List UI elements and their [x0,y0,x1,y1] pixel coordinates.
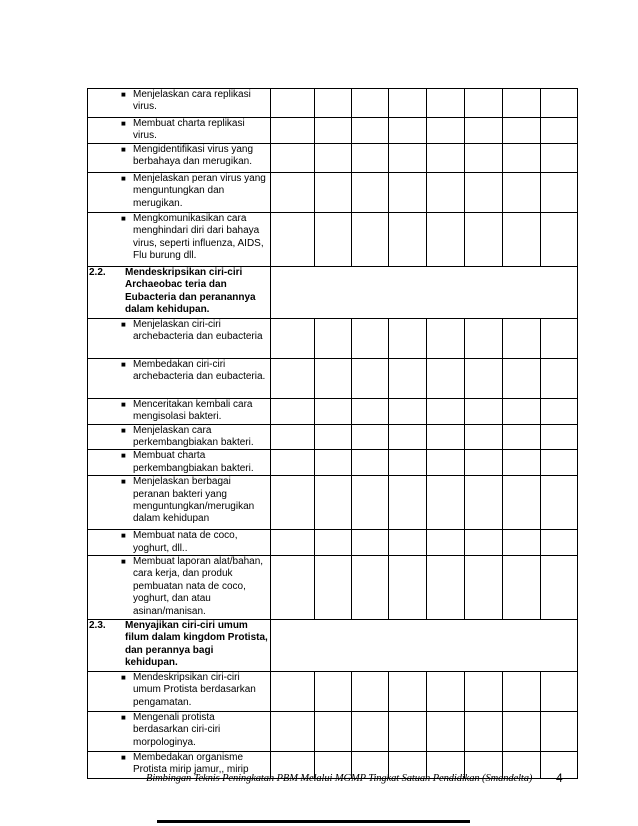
checklist-cell [389,424,427,450]
indicator-text: Mengenali protista berdasarkan ciri-ciri morpologinya. [133,712,221,748]
competency-heading [88,620,270,670]
checklist-cell [315,89,352,118]
checklist-cell [503,424,541,450]
checklist-cell [541,318,578,358]
indicator-item [88,89,270,114]
indicator-item [88,450,270,475]
checklist-cell [465,672,503,712]
checklist-cell [503,476,541,530]
indicator-text: Mengkomunikasikan cara menghindari diri dari bahaya virus, seperti influenza, AIDS, Flu burung dll. [133,212,264,262]
checklist-cell [465,358,503,398]
checklist-cell [465,424,503,450]
checklist-cell [389,476,427,530]
checklist-cell [315,212,352,266]
square-bullet-icon: ■ [121,673,126,683]
checklist-cell [352,143,389,172]
indicator-row [88,530,578,556]
checklist-cell [541,212,578,266]
description-cell [88,143,271,172]
indicator-text: Menceritakan kembali cara mengisolasi bakteri. [133,398,253,423]
square-bullet-icon: ■ [121,399,126,409]
checklist-cell [503,118,541,144]
checklist-cell [465,118,503,144]
blank-cell [271,266,578,318]
indicator-row [88,318,578,358]
indicator-row [88,476,578,530]
checklist-cell [503,212,541,266]
checklist-cell [352,672,389,712]
checklist-cell [541,476,578,530]
indicator-text: Menjelaskan cara perkembangbiakan bakteri. [133,424,254,449]
competency-text: Mendeskripsikan ciri-ciri Archaeobac teria dan Eubacteria dan peranannya dalam kehidupan. [125,266,256,316]
checklist-cell [271,530,315,556]
description-cell [88,712,271,752]
indicator-item [88,319,270,344]
checklist-cell [315,556,352,620]
checklist-cell [315,318,352,358]
indicator-item [88,712,270,749]
checklist-cell [271,212,315,266]
checklist-cell [503,318,541,358]
checklist-cell [271,172,315,212]
checklist-cell [427,172,465,212]
square-bullet-icon: ■ [121,144,126,154]
indicator-text: Mendeskripsikan ciri-ciri umum Protista berdasarkan pengamatan. [133,672,256,708]
description-cell [88,266,271,318]
checklist-cell [352,424,389,450]
indicator-row [88,212,578,266]
footer-text: Bimbingan Teknis Peningkatan PBM Melalui MGMP Tingkat Satuan Pendidikan (Smandelta) [146,773,533,784]
checklist-cell [503,672,541,712]
description-cell [88,89,271,118]
square-bullet-icon: ■ [121,90,126,99]
indicator-item [88,144,270,169]
checklist-cell [315,672,352,712]
description-cell [88,620,271,672]
checklist-cell [352,556,389,620]
indicator-text: Membuat nata de coco, yoghurt, dll.. [133,530,238,554]
checklist-cell [503,530,541,556]
checklist-cell [427,212,465,266]
description-cell [88,318,271,358]
checklist-cell [315,450,352,476]
square-bullet-icon: ■ [121,119,126,128]
checklist-cell [389,712,427,752]
checklist-cell [389,556,427,620]
indicator-text: Membuat charta replikasi virus. [133,118,245,142]
description-cell [88,424,271,450]
indicator-item [88,118,270,143]
checklist-cell [427,556,465,620]
square-bullet-icon: ■ [121,451,126,461]
indicator-row [88,450,578,476]
blank-cell [271,620,578,672]
description-cell [88,212,271,266]
checklist-cell [541,172,578,212]
indicator-row [88,172,578,212]
checklist-cell [352,318,389,358]
indicator-item [88,476,270,526]
checklist-cell [427,118,465,144]
checklist-cell [541,672,578,712]
checklist-cell [465,556,503,620]
checklist-cell [541,530,578,556]
checklist-cell [271,358,315,398]
checklist-cell [271,712,315,752]
checklist-cell [271,476,315,530]
table-body [88,89,578,779]
checklist-cell [541,358,578,398]
square-bullet-icon: ■ [121,531,126,541]
description-cell [88,476,271,530]
description-cell [88,556,271,620]
competency-heading [88,267,270,317]
page-number: 4 [556,771,563,785]
checklist-cell [503,398,541,424]
checklist-cell [315,476,352,530]
indicator-row [88,358,578,398]
checklist-cell [315,172,352,212]
description-cell [88,450,271,476]
competency-row [88,620,578,672]
checklist-cell [465,398,503,424]
checklist-cell [427,358,465,398]
checklist-cell [541,556,578,620]
description-cell [88,672,271,712]
checklist-cell [352,89,389,118]
checklist-cell [271,398,315,424]
checklist-cell [315,118,352,144]
checklist-cell [427,530,465,556]
checklist-cell [465,172,503,212]
checklist-cell [352,398,389,424]
checklist-cell [503,89,541,118]
checklist-cell [315,530,352,556]
checklist-cell [427,143,465,172]
checklist-cell [271,89,315,118]
competency-row [88,266,578,318]
checklist-cell [427,424,465,450]
checklist-cell [389,530,427,556]
indicator-item [88,399,270,424]
description-cell [88,398,271,424]
indicator-item [88,359,270,384]
description-cell [88,530,271,556]
checklist-cell [503,556,541,620]
indicator-item [88,530,270,555]
checklist-cell [352,358,389,398]
checklist-cell [315,398,352,424]
square-bullet-icon: ■ [121,359,126,369]
indicator-item [88,672,270,709]
checklist-cell [465,89,503,118]
checklist-cell [465,450,503,476]
square-bullet-icon: ■ [121,319,126,329]
competency-table [87,88,578,779]
indicator-row [88,398,578,424]
checklist-cell [315,358,352,398]
indicator-row [88,143,578,172]
indicator-row [88,712,578,752]
checklist-cell [503,172,541,212]
checklist-cell [389,143,427,172]
square-bullet-icon: ■ [121,425,126,435]
square-bullet-icon: ■ [121,213,126,223]
description-cell [88,118,271,144]
indicator-item [88,556,270,618]
indicator-text: Membuat charta perkembangbiakan bakteri. [133,450,254,474]
checklist-cell [465,476,503,530]
checklist-cell [315,424,352,450]
checklist-cell [427,450,465,476]
checklist-cell [352,530,389,556]
checklist-cell [271,118,315,144]
checklist-cell [503,143,541,172]
indicator-text: Menjelaskan peran virus yang menguntungkan dan merugikan. [133,172,266,209]
checklist-cell [389,318,427,358]
indicator-row [88,424,578,450]
checklist-cell [541,89,578,118]
indicator-text: Mengidentifikasi virus yang berbahaya dan merugikan. [133,143,254,168]
footer-rule [157,820,470,823]
checklist-cell [465,712,503,752]
square-bullet-icon: ■ [121,713,126,723]
checklist-cell [389,672,427,712]
checklist-cell [503,358,541,398]
checklist-cell [427,672,465,712]
checklist-cell [271,450,315,476]
competency-text: Menyajikan ciri-ciri umum filum dalam kingdom Protista, dan perannya bagi kehidupan. [125,620,268,669]
checklist-cell [427,398,465,424]
checklist-cell [503,450,541,476]
checklist-cell [352,476,389,530]
checklist-cell [541,118,578,144]
checklist-cell [352,712,389,752]
indicator-text: Menjelaskan berbagai peranan bakteri yang menguntungkan/merugikan dalam kehidupan [133,476,255,525]
checklist-cell [389,398,427,424]
checklist-cell [352,212,389,266]
checklist-cell [389,89,427,118]
checklist-cell [541,398,578,424]
indicator-text: Menjelaskan ciri-ciri archebacteria dan eubacteria [133,318,263,343]
indicator-row [88,89,578,118]
checklist-cell [315,143,352,172]
checklist-cell [389,450,427,476]
checklist-cell [389,358,427,398]
description-cell [88,172,271,212]
checklist-cell [271,318,315,358]
indicator-text: Menjelaskan cara replikasi virus. [133,89,251,113]
competency-number: 2.3. [89,620,106,632]
square-bullet-icon: ■ [121,173,126,183]
square-bullet-icon: ■ [121,753,126,763]
square-bullet-icon: ■ [121,557,126,567]
checklist-cell [389,172,427,212]
competency-number: 2.2. [89,266,106,278]
checklist-cell [352,118,389,144]
indicator-item [88,173,270,210]
checklist-cell [427,89,465,118]
indicator-item [88,425,270,450]
checklist-cell [352,172,389,212]
checklist-cell [271,424,315,450]
checklist-cell [271,143,315,172]
checklist-cell [503,712,541,752]
square-bullet-icon: ■ [121,477,126,487]
checklist-cell [389,212,427,266]
indicator-row [88,118,578,144]
checklist-cell [427,318,465,358]
checklist-cell [465,318,503,358]
indicator-text: Membuat laporan alat/bahan, cara kerja, dan produk pembuatan nata de coco, yoghurt, dan atau asinan/manisan. [133,556,264,617]
checklist-cell [541,143,578,172]
checklist-cell [541,424,578,450]
checklist-cell [352,450,389,476]
checklist-cell [389,118,427,144]
indicator-text: Membedakan ciri-ciri archebacteria dan eubacteria. [133,358,266,383]
indicator-item [88,213,270,263]
indicator-row [88,672,578,712]
checklist-cell [427,476,465,530]
checklist-cell [315,712,352,752]
description-cell [88,358,271,398]
checklist-cell [427,712,465,752]
checklist-cell [465,530,503,556]
checklist-cell [541,450,578,476]
indicator-row [88,556,578,620]
indicator-text: Membedakan organisme Protista mirip jamur,, mirip [133,752,249,776]
checklist-cell [541,712,578,752]
checklist-cell [465,212,503,266]
checklist-cell [271,672,315,712]
checklist-cell [465,143,503,172]
checklist-cell [271,556,315,620]
